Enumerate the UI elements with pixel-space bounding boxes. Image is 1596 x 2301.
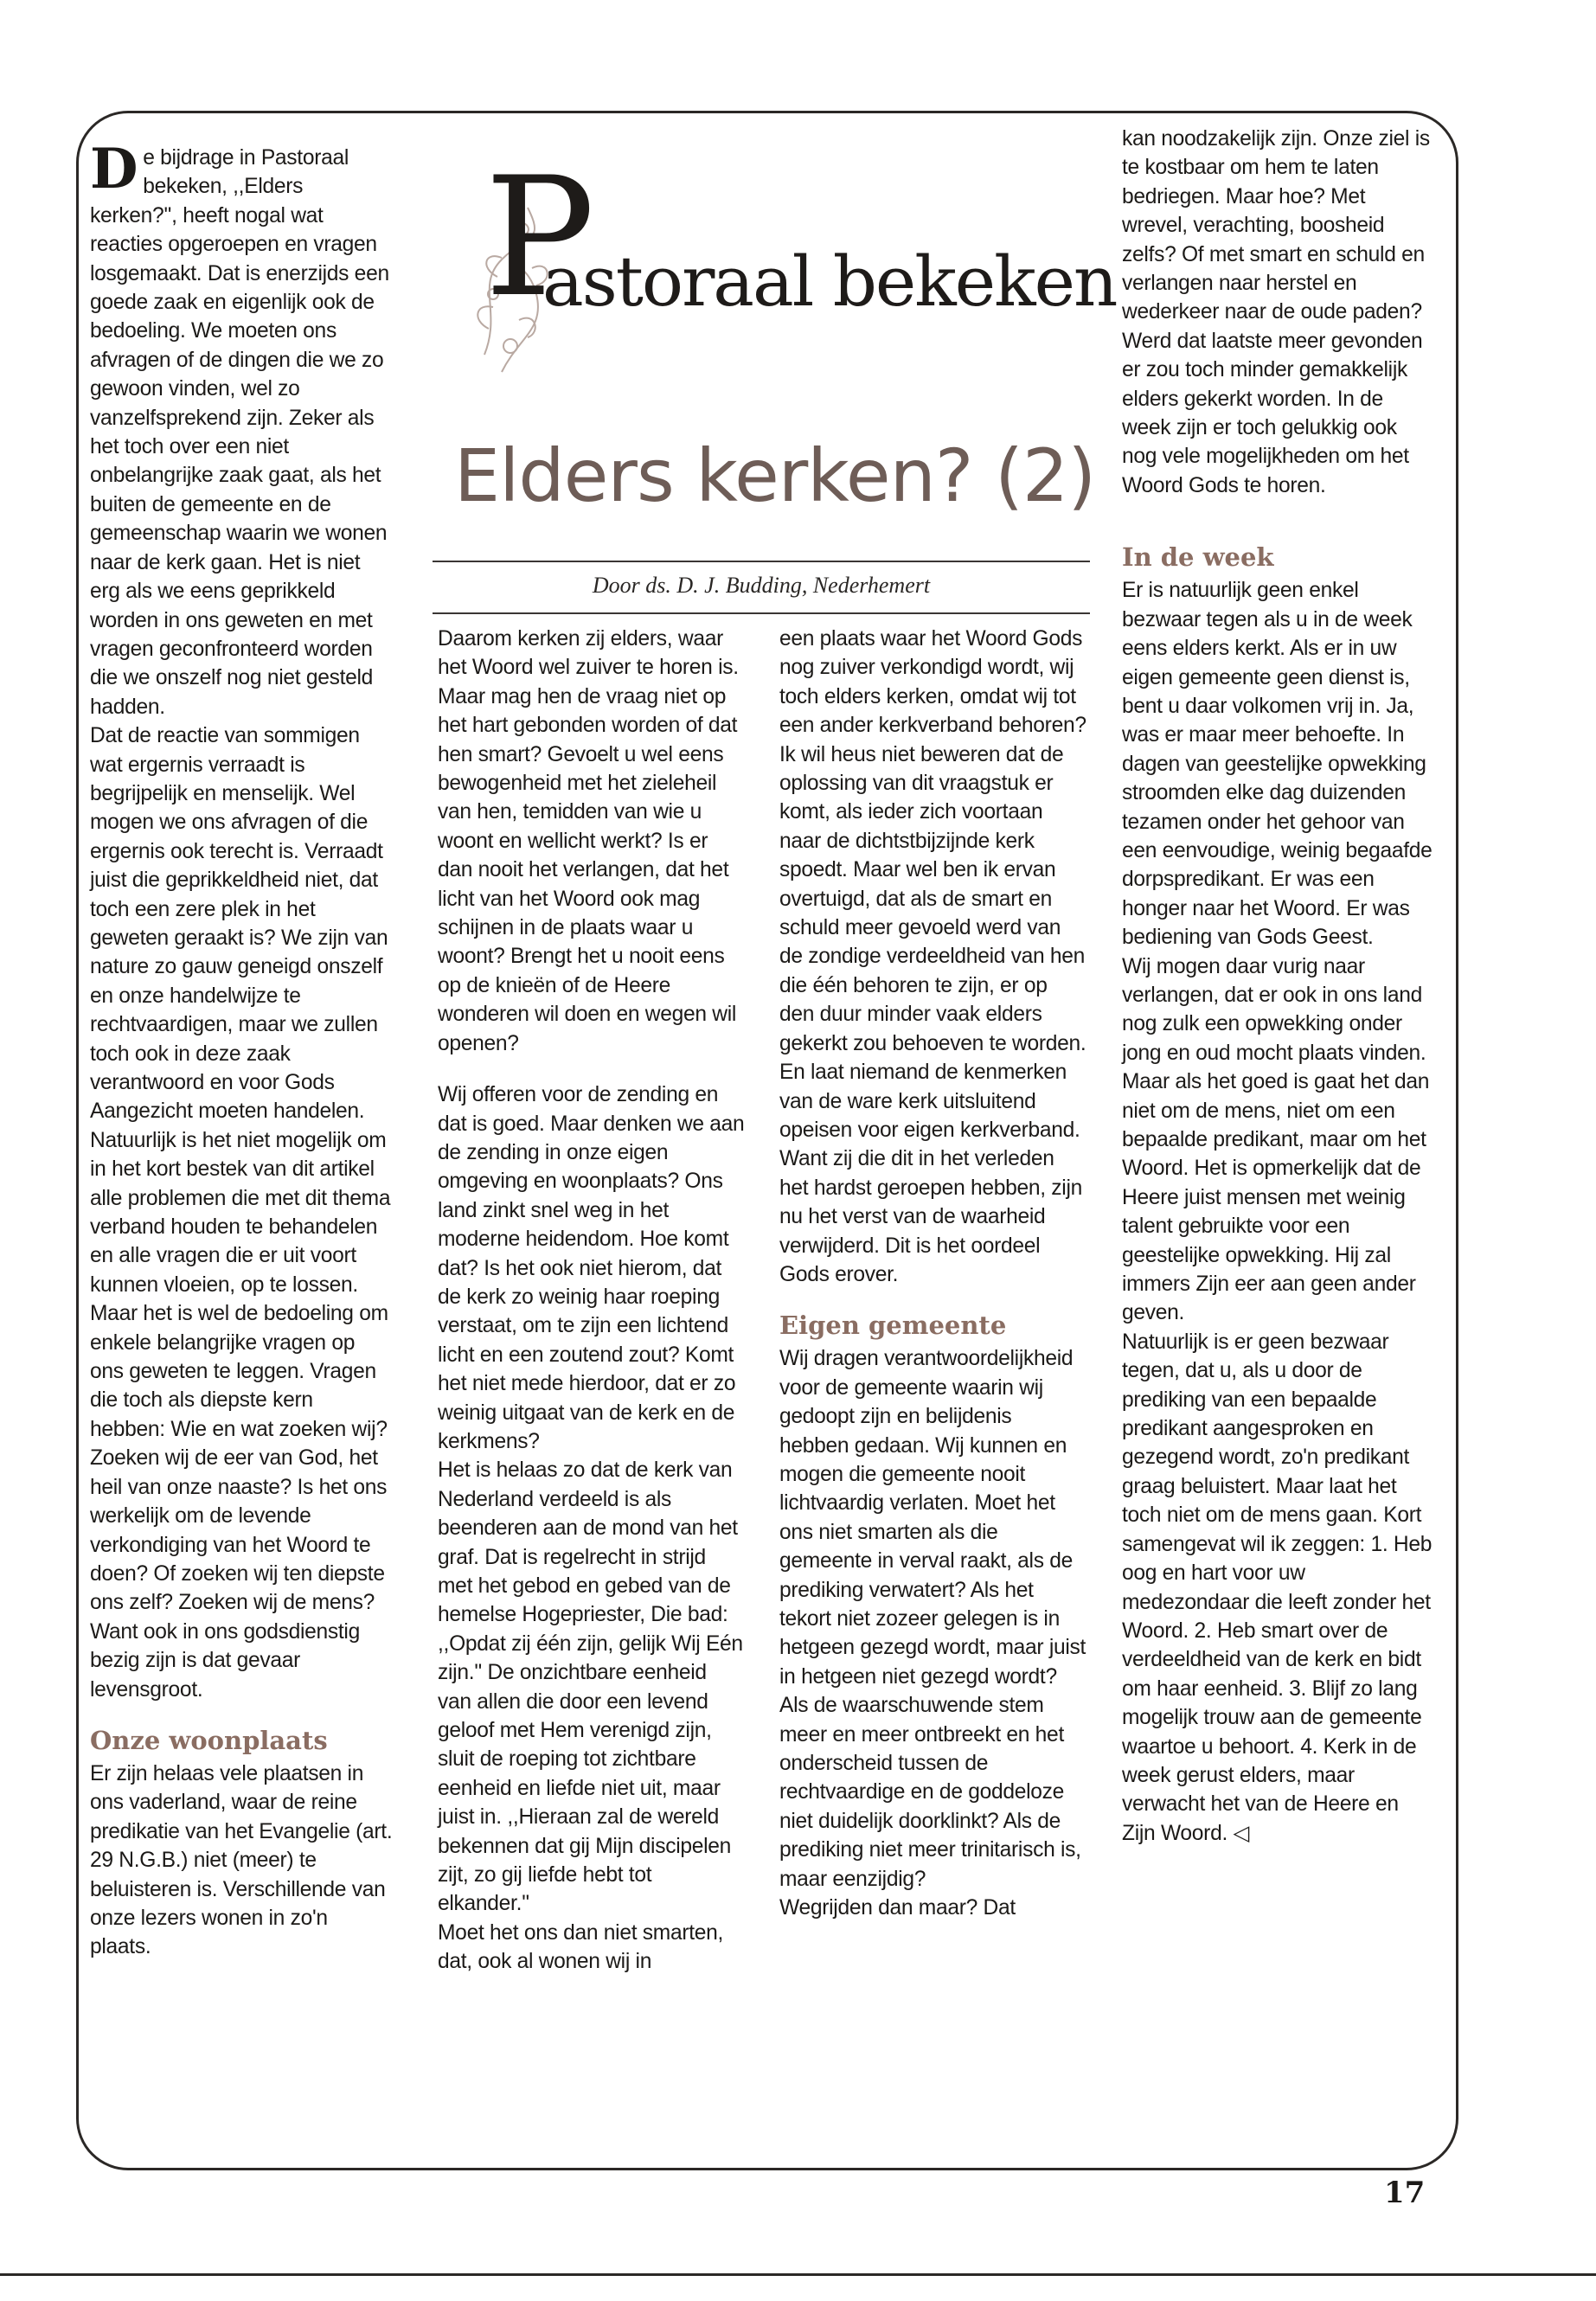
kicker-initial: P bbox=[484, 142, 595, 333]
paragraph-text: e bijdrage in Pastoraal bekeken, ,,Elders kerken?'', heeft nogal wat reacties opgeroepen en vragen losgemaakt. Dat is enerzijds een goede zaak en eigenlijk ook de bedoeling. We moeten ons afvragen of de dingen die we zo gewoon vinden, wel zo vanzelfsprekend zijn. Zeker als het toch over een niet onbelangrijke zaak gaat, als het buiten de gemeente en de gemeenschap waarin we wonen naar de kerk gaan. Het is niet erg als we eens geprikkeld worden in ons geweten en met vragen geconfronteerd worden die we onszelf nog niet gesteld hadden. bbox=[90, 146, 389, 719]
paragraph: Er zijn helaas vele plaatsen in ons vaderland, waar de reine predikatie van het Evangelie (art. 29 N.G.B.) niet (meer) te beluisteren is. Verschillende van onze lezers wonen in zo'n plaats. bbox=[90, 1761, 393, 1959]
column-1 bbox=[90, 137, 393, 1962]
paragraph: Wij offeren voor de zending en dat is goed. Maar denken we aan de zending in onze eigen omgeving en woonplaats? Ons land zinkt snel weg in het moderne heidendom. Hoe komt dat? Is het ook niet hierom, dat de kerk zo weinig haar roeping verstaat, om te zijn een lichtend licht en een zoutend zout? Komt het niet mede hierdoor, dat er zo weinig uitgaat van de kerk en de kerkmens? bbox=[438, 1083, 745, 1453]
paragraph: Natuurlijk is het niet mogelijk om in het kort bestek van dit artikel alle problemen die met dit thema verband houden te behandelen en alle vragen die er uit voort kunnen vloeien, op te lossen. Maar het is wel de bedoeling om enkele belangrijke vragen op ons geweten te leggen. Vragen die toch als diepste kern hebben: Wie en wat zoeken wij? Zoeken wij de eer van God, het heil van onze naaste? Is het ons werkelijk om de levende verkondiging van het Woord te doen? Of zoeken wij ten diepste ons zelf? Zoeken wij de mens? Want ook in ons godsdienstig bezig zijn is dat gevaar levensgroot. bbox=[90, 1128, 391, 1702]
paragraph: Wij dragen verantwoordelijkheid voor de gemeente waarin wij gedoopt zijn en belijdenis hebben gedaan. Wij kunnen en mogen die gemeente nooit lichtvaardig verlaten. Moet het ons niet smarten als die gemeente in verval raakt, als de prediking verwatert? Als het tekort niet zozeer gelegen is in hetgeen gezegd wordt, maar juist in hetgeen niet gezegd wordt? Als de waarschuwende stem meer en meer ontbreekt en het onderscheid tussen de rechtvaardige en de goddeloze niet duidelijk doorklinkt? Als de prediking niet meer trinitarisch is, maar eenzijdig? bbox=[779, 1347, 1086, 1891]
drop-cap: D bbox=[90, 137, 138, 202]
paragraph: Daarom kerken zij elders, waar het Woord wel zuiver te horen is. Maar mag hen de vraag niet op het hart gebonden worden of dat hen smart? Gevoelt u wel eens bewogenheid met het zieleheil van hen, temidden van wie u woont en wellicht werkt? Is er dan nooit het verlangen, dat het licht van het Woord ook mag schijnen in de plaats waar u woont? Brengt het u nooit eens op de knieën of de Heere wonderen wil doen en wegen wil openen? bbox=[438, 627, 739, 1055]
section-heading: In de week bbox=[1122, 542, 1274, 573]
page-number: 17 bbox=[1384, 2176, 1426, 2210]
byline: Door ds. D. J. Budding, Nederhemert bbox=[592, 573, 931, 598]
paragraph: Natuurlijk is er geen bezwaar tegen, dat u, als u door de prediking van een bepaalde predikant aangesproken en gezegend wordt, zo'n predikant graag beluistert. Maar laat het toch niet om de mens gaan. Kort samengevat wil ik zeggen: 1. Heb oog en hart voor uw medezondaar die leeft zonder het Woord. 2. Heb smart over de verdeeldheid van de kerk en bidt om haar eenheid. 3. Blijf zo lang mogelijk trouw aan de gemeente waartoe u behoort. 4. Kerk in de week gerust elders, maar verwacht het van de Heere en Zijn Woord. ◁ bbox=[1122, 1330, 1433, 1845]
section-heading: Eigen gemeente bbox=[779, 1311, 1007, 1341]
section-heading: Onze woonplaats bbox=[90, 1725, 328, 1755]
divider-top bbox=[433, 561, 1090, 562]
paragraph bbox=[90, 137, 393, 721]
column-3 bbox=[779, 625, 1086, 1922]
paragraph: een plaats waar het Woord Gods nog zuiver verkondigd wordt, wij toch elders kerken, omdat wij tot een ander kerkverband behoren? Ik wil heus niet beweren dat de oplossing van dit vraagstuk er komt, als ieder zich voortaan naar de dichtstbijzijnde kerk spoedt. Maar wel ben ik ervan overtuigd, dat als de smart en schuld meer gevoeld werd van de zondige verdeeldheid van hen die één behoren te zijn, er op den duur minder vaak elders gekerkt zou behoeven te worden. En laat niemand de kenmerken van de ware kerk uitsluitend opeisen voor eigen kerkverband. Want zij die dit in het verleden het hardst geroepen hebben, zijn nu het verst van de waarheid verwijderd. Dit is het oordeel Gods erover. bbox=[779, 627, 1086, 1286]
paragraph: Er is natuurlijk geen enkel bezwaar tegen als u in de week eens elders kerkt. Als er in uw eigen gemeente geen dienst is, bent u daar volkomen vrij in. Ja, was er maar meer behoefte. In dagen van geestelijke opwekking stroomden elke dag duizenden tezamen onder het gehoor van een eenvoudige, weinig begaafde dorpspredikant. Er was een honger naar het Woord. Er was bediening van Gods Geest. bbox=[1122, 579, 1433, 950]
paragraph: Moet het ons dan niet smarten, dat, ook al wonen wij in bbox=[438, 1920, 724, 1974]
paragraph: Wij mogen daar vurig naar verlangen, dat er ook in ons land nog zulk een opwekking onder jong en oud mocht plaats vinden. Maar als het goed is gaat het dan niet om de mens, niet om een bepaalde predikant, maar om het Woord. Het is opmerkelijk dat de Heere juist mensen met weinig talent gebruikte voor een geestelijke opwekking. Hij zal immers Zijn eer aan geen ander geven. bbox=[1122, 954, 1430, 1325]
paragraph: kan noodzakelijk zijn. Onze ziel is te kostbaar om hem te laten bedriegen. Maar hoe? Met wrevel, verachting, boosheid zelfs? Of met smart en schuld en verlangen naar herstel en wederkeer naar de oude paden? Werd dat laatste meer gevonden er zou toch minder gemakkelijk elders gekerkt worden. In de week zijn er toch gelukkig ook nog vele mogelijkheden om het Woord Gods te horen. bbox=[1122, 127, 1430, 497]
bottom-edge-line bbox=[0, 2273, 1596, 2276]
article-title: Elders kerken? (2) bbox=[454, 433, 1096, 518]
divider-bottom bbox=[433, 612, 1090, 614]
paragraph: Dat de reactie van sommigen wat ergernis verraadt is begrijpelijk en menselijk. Wel mogen we ons afvragen of die ergernis ook terecht is. Verraadt juist die geprikkeldheid niet, dat toch een zere plek in het geweten geraakt is? We zijn van nature zo gauw geneigd onszelf en onze handelwijze te rechtvaardigen, maar we zullen toch ook in deze zaak verantwoord en voor Gods Aangezicht moeten handelen. bbox=[90, 724, 388, 1124]
column-4 bbox=[1122, 125, 1433, 1848]
section-kicker: astoraal bekeken bbox=[542, 241, 1117, 322]
paragraph: Wegrijden dan maar? Dat bbox=[779, 1896, 1016, 1920]
paragraph: Het is helaas zo dat de kerk van Nederland verdeeld is als beenderen aan de mond van het graf. Dat is regelrecht in strijd met het gebod en gebed van de hemelse Hogepriester, Die bad: ,,Opdat zij één zijn, gelijk Wij Eén zijn.'' De onzichtbare eenheid van allen die door een levend geloof met Hem verenigd zijn, sluit de roeping tot zichtbare eenheid en liefde niet uit, maar juist in. ,,Hieraan zal de wereld bekennen dat gij Mijn discipelen zijt, zo gij liefde hebt tot elkander.'' bbox=[438, 1458, 743, 1916]
column-2 bbox=[438, 625, 746, 1977]
